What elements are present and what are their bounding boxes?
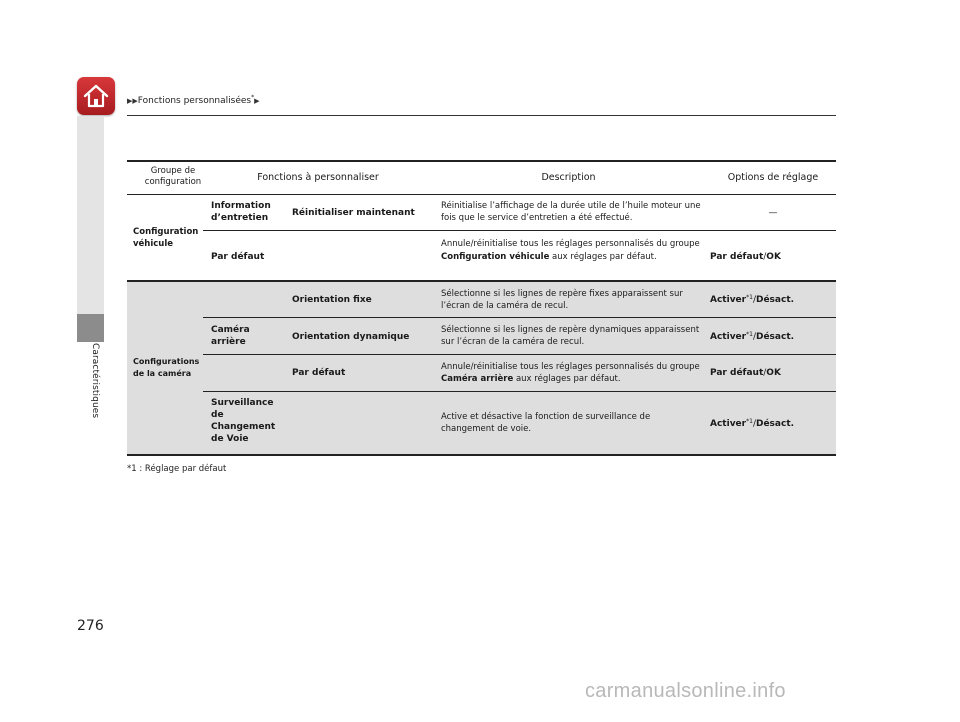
function-name: Réinitialiser maintenant [292, 208, 415, 218]
sub-group-label: Caméra arrière [211, 325, 250, 347]
function-name: Orientation fixe [292, 295, 372, 305]
column-header-description: Description [541, 172, 596, 183]
page-number: 276 [77, 618, 104, 634]
breadcrumb-arrow-icon: ▶▶ [127, 97, 138, 105]
home-button[interactable] [77, 77, 115, 115]
row-divider [203, 317, 836, 318]
option-on: Activer [710, 419, 747, 429]
breadcrumb-arrow-icon: ▶ [254, 97, 260, 105]
breadcrumb-title[interactable]: Fonctions personnalisées [137, 96, 252, 106]
function-name: Par défaut [292, 368, 346, 378]
group-name: Configurations de la caméra [133, 357, 200, 378]
table-bottom-rule [127, 454, 836, 456]
option-default: Par défaut [710, 252, 764, 262]
sidebar-active-tab[interactable] [77, 314, 104, 342]
option-value [710, 251, 836, 263]
option-footnote-mark: *1 [746, 418, 753, 425]
function-description: Sélectionne si les lignes de repère dynamiques apparaissent sur l’écran de la caméra de recul. [441, 325, 700, 347]
option-on: Activer [710, 295, 747, 305]
footnote: *1 : Réglage par défaut [127, 464, 227, 474]
description-text: aux réglages par défaut. [513, 374, 621, 384]
description-text: aux réglages par défaut. [549, 252, 657, 262]
option-off: Désact. [755, 332, 795, 342]
function-name: Orientation dynamique [292, 332, 410, 342]
table-top-rule [127, 160, 836, 162]
option-off: Désact. [755, 295, 795, 305]
option-ok: OK [766, 368, 781, 378]
option-on: Activer [710, 332, 747, 342]
option-separator: / [763, 368, 767, 378]
breadcrumb-footnote-mark: * [251, 94, 255, 101]
row-divider [203, 230, 836, 231]
option-value [710, 367, 836, 379]
sub-group-label: Information d’entretien [211, 201, 271, 223]
watermark: carmanualsonline.info [585, 680, 786, 702]
option-separator: / [752, 332, 756, 342]
option-default: Par défaut [710, 368, 764, 378]
breadcrumb[interactable] [127, 94, 260, 106]
function-description: Active et désactive la fonction de surveillance de changement de voie. [441, 412, 651, 434]
row-divider [203, 354, 836, 355]
description-text: Annule/réinitialise tous les réglages personnalisés du groupe [441, 362, 700, 372]
column-header-function: Fonctions à personnaliser [257, 172, 379, 183]
option-ok: OK [766, 252, 781, 262]
group-name: Configuration véhicule [133, 227, 199, 249]
function-description: Réinitialise l’affichage de la durée utile de l’huile moteur une fois que le service d’entretien a été effectué. [441, 201, 701, 223]
sub-group-label: Par défaut [211, 252, 265, 262]
option-value [710, 294, 836, 306]
option-value [710, 418, 836, 430]
sidebar-section-tab [77, 116, 104, 314]
description-group-name: Caméra arrière [441, 374, 514, 384]
header-rule [127, 115, 836, 116]
option-value [710, 331, 836, 343]
option-value: — [768, 208, 778, 218]
description-text: Annule/réinitialise tous les réglages personnalisés du groupe [441, 239, 700, 249]
option-footnote-mark: *1 [746, 294, 753, 301]
function-description: Sélectionne si les lignes de repère fixes apparaissent sur l’écran de la caméra de recul. [441, 289, 683, 311]
header-rule [127, 194, 836, 195]
option-separator: / [752, 419, 756, 429]
option-separator: / [763, 252, 767, 262]
column-header-group: Groupe de configuration [144, 166, 202, 187]
home-icon [82, 82, 110, 110]
option-footnote-mark: *1 [746, 331, 753, 338]
function-description [441, 238, 703, 264]
option-separator: / [752, 295, 756, 305]
sidebar-chapter-label: Caractéristiques [90, 343, 100, 419]
column-header-options: Options de réglage [727, 172, 819, 183]
sub-group-label: Surveillance de Changement de Voie [211, 398, 276, 444]
row-divider [203, 391, 836, 392]
option-off: Désact. [755, 419, 795, 429]
function-description [441, 361, 703, 385]
description-group-name: Configuration véhicule [441, 252, 550, 262]
